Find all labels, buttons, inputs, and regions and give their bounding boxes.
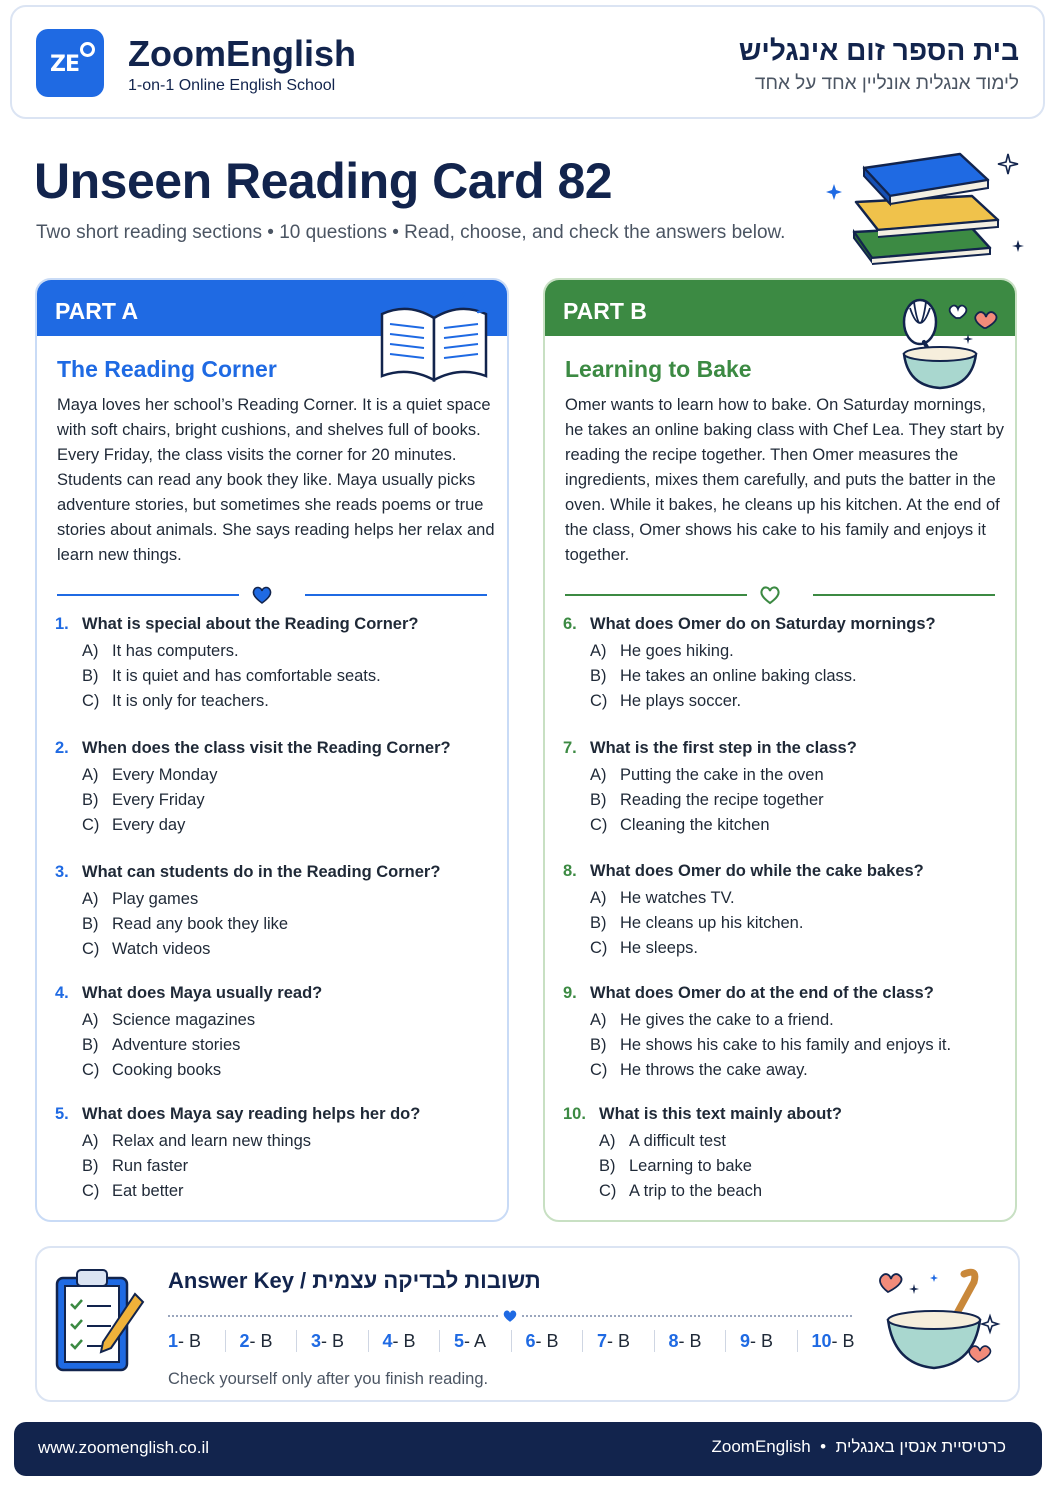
- brand-name[interactable]: ZoomEnglish: [128, 33, 356, 74]
- part-b-label: PART B: [545, 280, 1015, 336]
- answer-key-item: 1 - B: [168, 1330, 240, 1352]
- hebrew-school-name: בית הספר זום אינגליש: [738, 35, 1019, 66]
- heart-icon: [251, 584, 273, 606]
- question-number: 1.: [55, 615, 69, 633]
- heart-icon: [502, 1308, 518, 1324]
- answer-option-a[interactable]: A) He watches TV.: [590, 889, 735, 907]
- answer-option-c[interactable]: C) Eat better: [82, 1182, 184, 1200]
- question-2: [55, 739, 495, 838]
- question-8: [563, 862, 1003, 961]
- question-number: 9.: [563, 984, 577, 1002]
- part-b-passage: Omer wants to learn how to bake. On Saturday mornings, he takes an online baking class with Chef Lea. They start by reading the recipe together. Then Omer measures the ingredients, mixes them carefully, and puts the batter in the oven. While it bakes, he cleans up his kitchen. At the end of the class, Omer shows his cake to his family and enjoys it together.: [565, 396, 1005, 564]
- answer-key-item: 5 - A: [454, 1330, 526, 1352]
- answer-option-b[interactable]: B) He takes an online baking class.: [590, 667, 857, 685]
- answer-option-b[interactable]: B) He shows his cake to his family and enjoys it.: [590, 1036, 952, 1054]
- sparkle-icon: [826, 184, 842, 200]
- answer-option-a[interactable]: A) Science magazines: [82, 1011, 256, 1029]
- answer-option-b[interactable]: B) He cleans up his kitchen.: [590, 914, 804, 932]
- answer-option-b[interactable]: B) Reading the recipe together: [590, 791, 824, 809]
- answer-option-b[interactable]: B) Every Friday: [82, 791, 205, 809]
- answer-option-c[interactable]: C) Every day: [82, 816, 186, 834]
- whisk-bowl-icon: [880, 288, 1005, 393]
- answer-key-note: Check yourself only after you finish reading.: [168, 1370, 489, 1388]
- question-6: [563, 615, 1003, 714]
- answer-key-item: 7 - B: [597, 1330, 669, 1352]
- question-number: 7.: [563, 739, 577, 757]
- answer-key-title: Answer Key / תשובות לבדיקה עצמית: [168, 1268, 541, 1293]
- question-3: [55, 863, 495, 962]
- answer-key-item: 3 - B: [311, 1330, 383, 1352]
- answer-option-a[interactable]: A) A difficult test: [599, 1132, 726, 1150]
- question-text: What is this text mainly about?: [599, 1105, 842, 1123]
- answer-option-a[interactable]: A) Putting the cake in the oven: [590, 766, 824, 784]
- question-text: What does Omer do while the cake bakes?: [590, 862, 924, 880]
- brand-tagline: 1-on-1 Online English School: [128, 77, 336, 94]
- answer-option-c[interactable]: C) He sleeps.: [590, 939, 698, 957]
- question-number: 2.: [55, 739, 69, 757]
- site-header: [10, 5, 1045, 119]
- answer-option-c[interactable]: C) Cooking books: [82, 1061, 222, 1079]
- question-9: [563, 984, 1003, 1083]
- part-a-divider: [57, 584, 487, 604]
- answer-key-item: 8 - B: [669, 1330, 741, 1352]
- answer-option-c[interactable]: C) It is only for teachers.: [82, 692, 269, 710]
- answer-option-a[interactable]: A) He gives the cake to a friend.: [590, 1011, 834, 1029]
- answer-option-b[interactable]: B) Learning to bake: [599, 1157, 752, 1175]
- answer-option-a[interactable]: A) Every Monday: [82, 766, 218, 784]
- question-text: What is the first step in the class?: [590, 739, 857, 757]
- answer-key-divider: [168, 1308, 852, 1324]
- answer-option-b[interactable]: B) It is quiet and has comfortable seats.: [82, 667, 381, 685]
- question-text: What does Omer do on Saturday mornings?: [590, 615, 936, 633]
- logo-dot: [80, 42, 95, 57]
- answer-option-c[interactable]: C) He throws the cake away.: [590, 1061, 808, 1079]
- answer-option-a[interactable]: A) Relax and learn new things: [82, 1132, 312, 1150]
- answer-key-item: 2 - B: [240, 1330, 312, 1352]
- answer-option-a[interactable]: A) Play games: [82, 890, 199, 908]
- answer-option-c[interactable]: C) A trip to the beach: [599, 1182, 763, 1200]
- question-number: 3.: [55, 863, 69, 881]
- sparkle-icon: [1012, 240, 1024, 252]
- sparkle-icon: [998, 154, 1018, 174]
- page-subtitle: Two short reading sections • 10 questions • Read, choose, and check the answers below.: [36, 222, 786, 243]
- part-a-card: [35, 278, 509, 1222]
- question-number: 4.: [55, 984, 69, 1002]
- question-text: What does Maya usually read?: [82, 984, 323, 1002]
- question-1: [55, 615, 495, 714]
- question-text: When does the class visit the Reading Corner?: [82, 739, 451, 757]
- clipboard-icon: [51, 1264, 147, 1376]
- question-number: 6.: [563, 615, 577, 633]
- question-text: What does Omer do at the end of the class?: [590, 984, 934, 1002]
- answer-option-a[interactable]: A) He goes hiking.: [590, 642, 734, 660]
- heart-icon: [759, 584, 781, 606]
- part-b-card: [543, 278, 1017, 1222]
- answer-option-c[interactable]: C) Watch videos: [82, 940, 211, 958]
- answer-option-a[interactable]: A) It has computers.: [82, 642, 239, 660]
- question-10: [563, 1105, 1003, 1204]
- answer-option-b[interactable]: B) Read any book they like: [82, 915, 289, 933]
- answer-option-b[interactable]: B) Adventure stories: [82, 1036, 241, 1054]
- part-a-passage: Maya loves her school’s Reading Corner. It is a quiet space with soft chairs, bright cushions, and shelves full of books. Every Friday, the class visits the corner for 20 minutes. Students can read any book they like. Maya usually picks adventure stories, but sometimes she reads poems or true stories about animals. She says reading helps her relax and learn new things.: [57, 396, 495, 564]
- part-b-divider: [565, 584, 995, 604]
- open-book-icon: [372, 288, 497, 393]
- answer-key-item: 9 - B: [740, 1330, 812, 1352]
- footer-brand: ZoomEnglish • כרטיסיית אנסין באנגלית: [711, 1437, 1006, 1456]
- question-5: [55, 1105, 495, 1204]
- question-7: [563, 739, 1003, 838]
- answer-key-item: 6 - B: [526, 1330, 598, 1352]
- answer-key-item: 10 - B: [811, 1330, 855, 1351]
- page-footer: [14, 1422, 1042, 1476]
- answer-key-panel: [35, 1246, 1020, 1402]
- logo-text: ZE: [50, 52, 79, 77]
- hebrew-tagline: לימוד אנגלית אונליין אחד על אחד: [754, 73, 1019, 94]
- answer-key-list: [168, 1328, 872, 1354]
- question-text: What can students do in the Reading Corner?: [82, 863, 441, 881]
- answer-key-item: 4 - B: [383, 1330, 455, 1352]
- part-a-label: PART A: [37, 280, 507, 336]
- question-number: 10.: [563, 1105, 586, 1123]
- question-text: What is special about the Reading Corner?: [82, 615, 419, 633]
- mixing-bowl-icon: [874, 1264, 1004, 1384]
- answer-option-b[interactable]: B) Run faster: [82, 1157, 189, 1175]
- question-4: [55, 984, 495, 1083]
- footer-url-link[interactable]: www.zoomenglish.co.il: [38, 1438, 210, 1457]
- logo-icon[interactable]: [36, 29, 104, 97]
- question-number: 8.: [563, 862, 577, 880]
- answer-option-c[interactable]: C) He plays soccer.: [590, 692, 742, 710]
- part-b-section-title: Learning to Bake: [565, 356, 752, 382]
- question-text: What does Maya say reading helps her do?: [82, 1105, 421, 1123]
- books-icon: [820, 140, 1035, 270]
- page-title: Unseen Reading Card 82: [34, 153, 613, 209]
- answer-option-c[interactable]: C) Cleaning the kitchen: [590, 816, 770, 834]
- question-number: 5.: [55, 1105, 69, 1123]
- part-a-section-title: The Reading Corner: [57, 356, 277, 382]
